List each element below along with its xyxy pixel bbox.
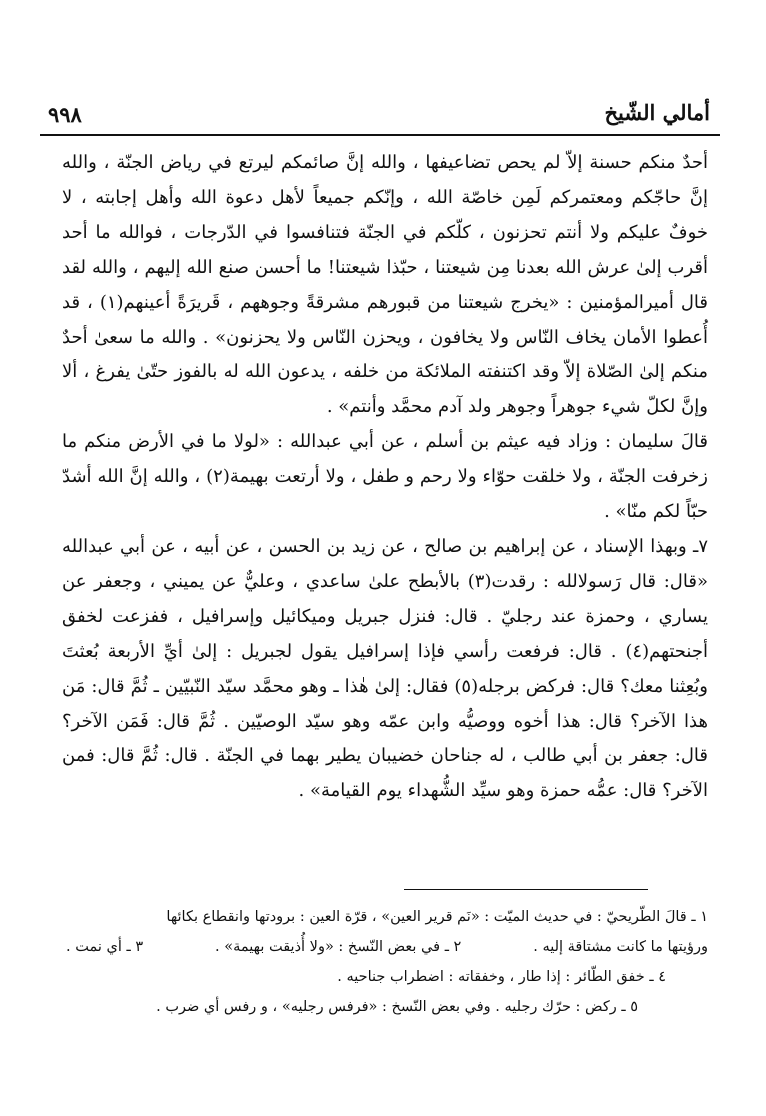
paragraph: أحدٌ منكم حسنة إلاّ لم يحص تضاعيفها ، والله إنَّ صائمكم ليرتع في رياض الجنّة ، والله إنَّ حاجّكم ومعتمركم لَمِن خاصّة الله ، وإنّكم جميعاً لأهل دعوة الله وأهل إجابته ، لا خوفٌ عليكم ولا أنتم تحزنون ، كلّكم في الجنّة فتنافسوا في الدّرجات ، فوالله ما أحد أقرب إلىٰ عرش الله بعدنا مِن شيعتنا ، حبّذا شيعتنا! ما أحسن صنع الله إليهم ، والله لقد قال أميرالمؤمنين : «يخرج شيعتنا من قبورهم مشرقةً وجوههم ، قَريرَةً أعينهم(١) ، قد أُعطوا الأمان يخاف النّاس ولا يخافون ، ويحزن النّاس ولا يحزنون» . والله ما سعىٰ أحدٌ منكم إلىٰ الصّلاة إلاّ وقد اكتنفته الملائكة من خلفه ، يدعون الله له بالفوز حتّىٰ يفرغ ، ألا وإنَّ لكلّ شيء جوهراً وجوهر ولد آدم محمَّد وأنتم» . — [62, 152, 708, 418]
footnote-1: ١ ـ قالَ الطّريحيّ : في حديث الميّت : «نَم قرير العين» ، قرّة العين : برودتها وانقطاع بكائها — [166, 909, 708, 925]
footnote-rule — [404, 889, 648, 890]
header-rule — [40, 134, 720, 136]
footnote-line-2 — [66, 932, 708, 962]
footnotes — [66, 902, 708, 1022]
page-header — [40, 96, 720, 136]
page-number: ٩٩٨ — [48, 102, 82, 127]
paragraph: قالَ سليمان : وزاد فيه عيثم بن أسلم ، عن أبي عبدالله : «لولا ما في الأرض منكم ما زخرفت الجنّة ، ولا خلقت حوّاء ولا رحم و طفل ، ولا أرتعت بهيمة(٢) ، والله إنَّ الله أشدّ حبّاً لكم منّا» . — [62, 431, 708, 523]
footnote-5: ٥ ـ ركض : حرّك رجليه . وفي بعض النّسخ : «فرفس رجليه» ، و رفس أي ضرب . — [156, 999, 638, 1015]
footnote-4: ٤ ـ خفق الطّائر : إذا طار ، وخفقاته : اضطراب جناحيه . — [337, 969, 666, 985]
footnote-1-continued: ورؤيتها ما كانت مشتاقة إليه . — [533, 939, 708, 955]
footnote-2: ٢ ـ في بعض النّسخ : «ولا أُذيقت بهيمة» . — [215, 939, 462, 955]
footnote-3: ٣ ـ أي نمت . — [66, 939, 144, 955]
running-title: أمالي الشّيخ — [604, 100, 710, 125]
paragraph: ٧ـ وبهذا الإسناد ، عن إبراهيم بن صالح ، عن زيد بن الحسن ، عن أبيه ، عن أبي عبدالله «قال: قال رَسولالله : رقدت(٣) بالأبطح علىٰ ساعدي ، وعليٌّ عن يميني ، وجعفر عن يساري ، وحمزة عند رجليّ . قال: فنزل جبريل وميكائيل وإسرافيل ، ففزعت لخفق أجنحتهم(٤) . قال: فرفعت رأسي فإذا إسرافيل يقول لجبريل : إلىٰ أيِّ الأربعة بُعثتَ وبُعِثنا معك؟ قال: فركض برجله(٥) فقال: إلىٰ هٰذا ـ وهو محمَّد سيّد النّبيّين ـ ثُمَّ قال: مَن هذا الآخر؟ قال: هذا أخوه ووصيُّه وابن عمّه وهو سيّد الوصيّين . ثُمَّ قال: فَمَن الآخر؟ قال: جعفر بن أبي طالب ، له جناحان خضيبان يطير بهما في الجنّة . قال: ثُمَّ قال: فمن الآخر؟ قال: عمُّه حمزة وهو سيِّد الشُّهداء يوم القيامة» . — [62, 535, 708, 802]
main-text — [62, 146, 708, 809]
